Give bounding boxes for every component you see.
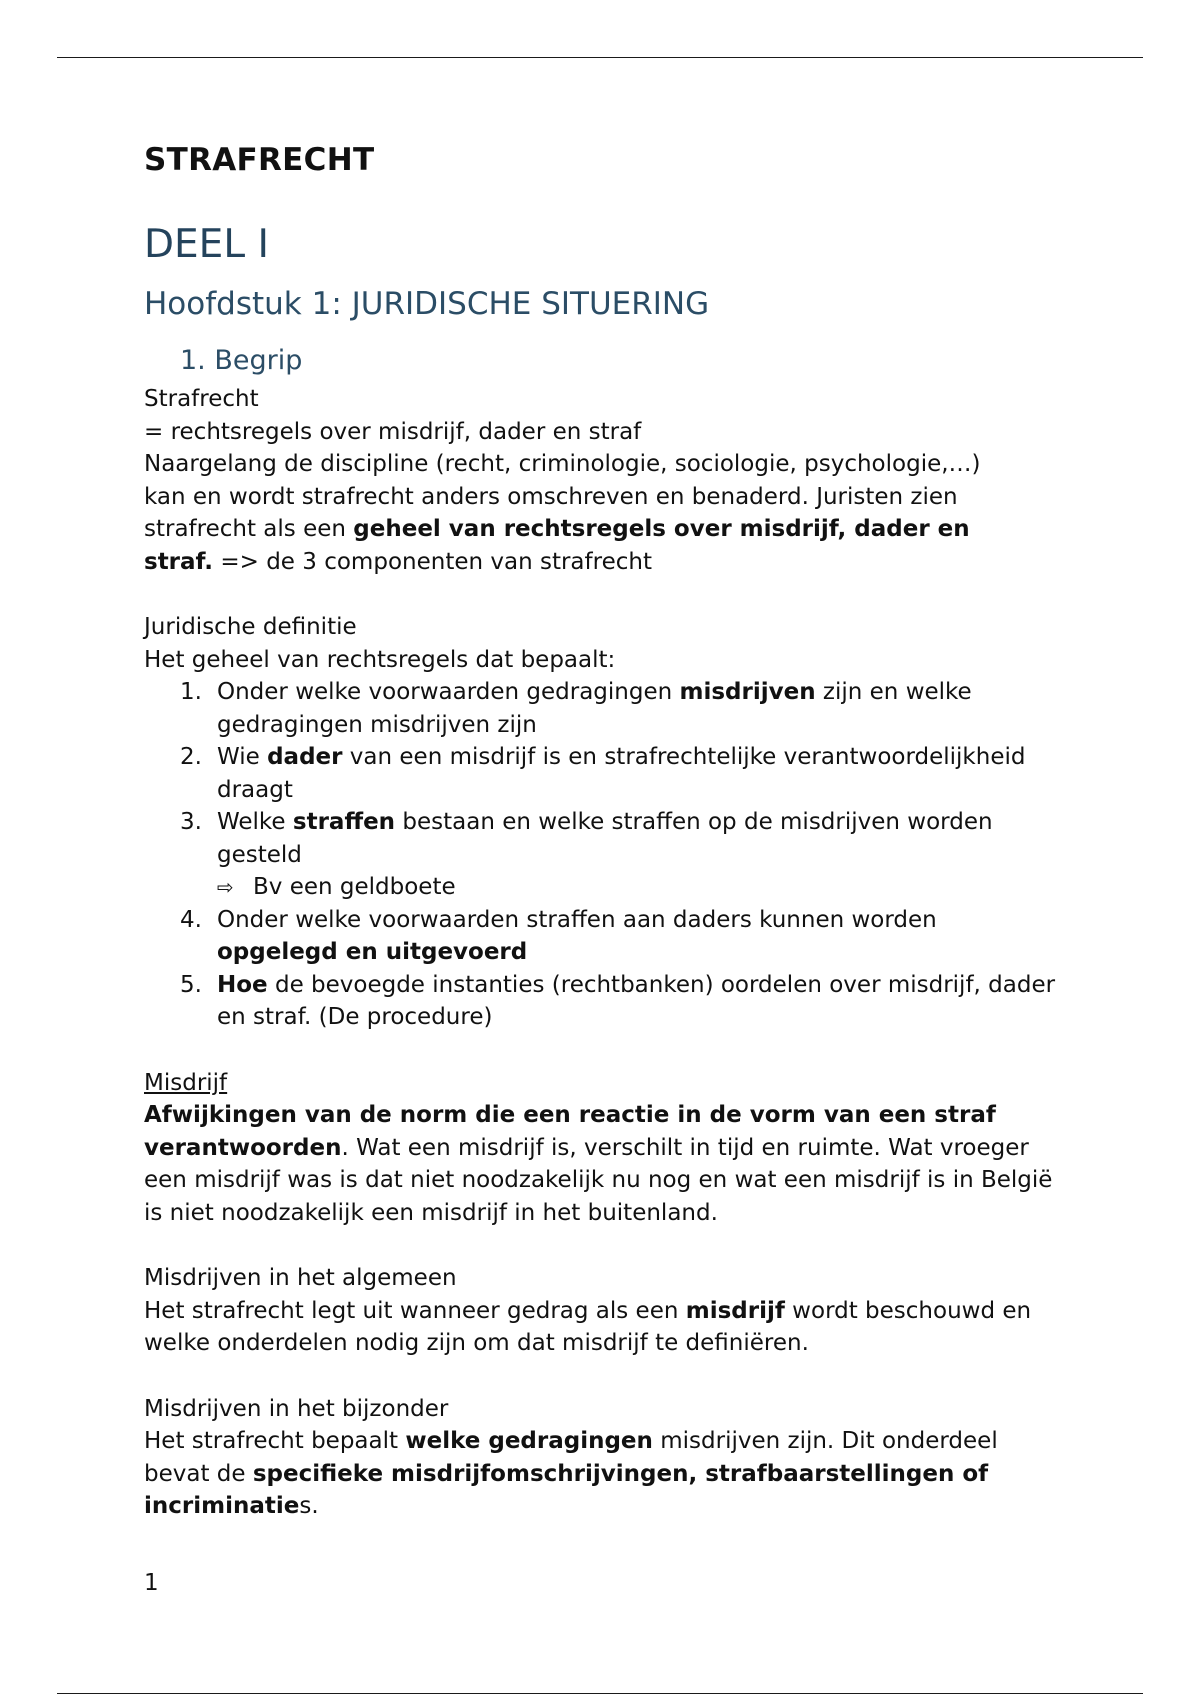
spacer xyxy=(144,578,1064,611)
text-run: bestaan en welke straffen op de misdrijven worden gesteld xyxy=(217,809,993,868)
list-number: 2. xyxy=(180,744,202,770)
text-run: strafrecht als een xyxy=(144,516,354,542)
text-run: => de 3 componenten van strafrecht xyxy=(213,548,652,575)
bold-run: straffen xyxy=(292,809,396,835)
spacer xyxy=(144,1360,1064,1393)
list-item xyxy=(144,969,1064,1034)
document-title: STRAFRECHT xyxy=(144,142,375,178)
list-item xyxy=(144,676,1064,741)
arrow-icon: ⇨ xyxy=(217,875,234,899)
list-item xyxy=(144,806,1064,904)
bold-run: opgelegd en uitgevoerd xyxy=(217,939,528,965)
list-number: 5. xyxy=(180,971,202,998)
text-run: Onder welke voorwaarden straffen aan daders kunnen worden xyxy=(217,906,937,933)
list-number: 3. xyxy=(180,809,202,835)
juridische-definitie-heading: Juridische definitie xyxy=(144,614,357,640)
text-run: Het strafrecht legt uit wanneer gedrag als een xyxy=(144,1297,686,1324)
definition-list xyxy=(144,676,1064,1034)
text-run: s. xyxy=(299,1493,319,1519)
text-run: van een misdrijf is en strafrechtelijke verantwoordelijkheid draagt xyxy=(217,744,1026,803)
juridische-definitie-intro: Het geheel van rechtsregels dat bepaalt: xyxy=(144,646,616,673)
document-body xyxy=(144,141,1064,1523)
bold-run: misdrijven xyxy=(679,679,816,705)
bold-run: Afwijkingen van de norm die een reactie in de vorm van een straf verantwoorden xyxy=(144,1102,996,1161)
list-item xyxy=(144,904,1064,969)
strafrecht-definition: = rechtsregels over misdrijf, dader en straf xyxy=(144,418,642,445)
text-run: wordt beschouwd en welke onderdelen nodig zijn om dat misdrijf te definiëren. xyxy=(144,1297,1032,1356)
text-run: Bv een geldboete xyxy=(253,874,456,900)
bold-run: misdrijf xyxy=(685,1297,785,1324)
bold-run: welke gedragingen xyxy=(405,1428,653,1454)
text-run: Wie xyxy=(217,744,268,770)
bijzonder-paragraph xyxy=(144,1425,1064,1523)
part-heading: DEEL I xyxy=(144,222,269,267)
bold-run: straf. xyxy=(144,548,214,575)
misdrijf-paragraph xyxy=(144,1099,1064,1229)
algemeen-paragraph xyxy=(144,1295,1064,1360)
text-run: . Wat een misdrijf is, verschilt in tijd en ruimte. Wat vroeger een misdrijf was is dat niet noodzakelijk nu nog en wat een misdrijf is in België is niet noodzakelijk een misdrijf in het buitenland. xyxy=(144,1134,1053,1226)
list-number: 4. xyxy=(180,906,202,933)
top-rule xyxy=(57,57,1143,58)
bijzonder-heading: Misdrijven in het bijzonder xyxy=(144,1395,449,1422)
strafrecht-line-1: Naargelang de discipline (recht, criminologie, sociologie, psychologie,…) xyxy=(144,451,981,477)
page-number: 1 xyxy=(144,1570,159,1596)
text-run: zijn en welke gedragingen misdrijven zijn xyxy=(217,679,972,738)
text-run: Het strafrecht bepaalt xyxy=(144,1428,406,1454)
chapter-heading: Hoofdstuk 1: JURIDISCHE SITUERING xyxy=(144,286,710,322)
section-heading: 1. Begrip xyxy=(180,345,303,376)
list-item xyxy=(144,741,1064,806)
strafrecht-heading: Strafrecht xyxy=(144,386,259,412)
bold-run: specifieke misdrijfomschrijvingen, strafbaarstellingen of incriminatie xyxy=(144,1460,989,1519)
strafrecht-line-4 xyxy=(144,546,1064,579)
text-run: misdrijven zijn. Dit onderdeel bevat de xyxy=(144,1428,998,1487)
bold-run: geheel van rechtsregels over misdrijf, dader en xyxy=(353,516,970,542)
strafrecht-line-3 xyxy=(144,513,1064,546)
spacer xyxy=(144,1229,1064,1262)
text-run: de bevoegde instanties (rechtbanken) oordelen over misdrijf, dader en straf. (De procedure) xyxy=(217,971,1056,1030)
list-number: 1. xyxy=(180,679,202,705)
algemeen-heading: Misdrijven in het algemeen xyxy=(144,1265,457,1291)
bold-run: Hoe xyxy=(217,971,268,998)
strafrecht-line-2: kan en wordt strafrecht anders omschreven en benaderd. Juristen zien xyxy=(144,483,958,510)
text-run: Onder welke voorwaarden gedragingen xyxy=(217,679,680,705)
bold-run: dader xyxy=(267,744,343,770)
text-run: Welke xyxy=(217,809,293,835)
misdrijf-heading xyxy=(144,1067,1064,1100)
list-subitem xyxy=(217,871,1064,904)
bottom-rule xyxy=(57,1693,1143,1694)
spacer xyxy=(144,1034,1064,1067)
underlined-heading: Misdrijf xyxy=(144,1069,228,1096)
